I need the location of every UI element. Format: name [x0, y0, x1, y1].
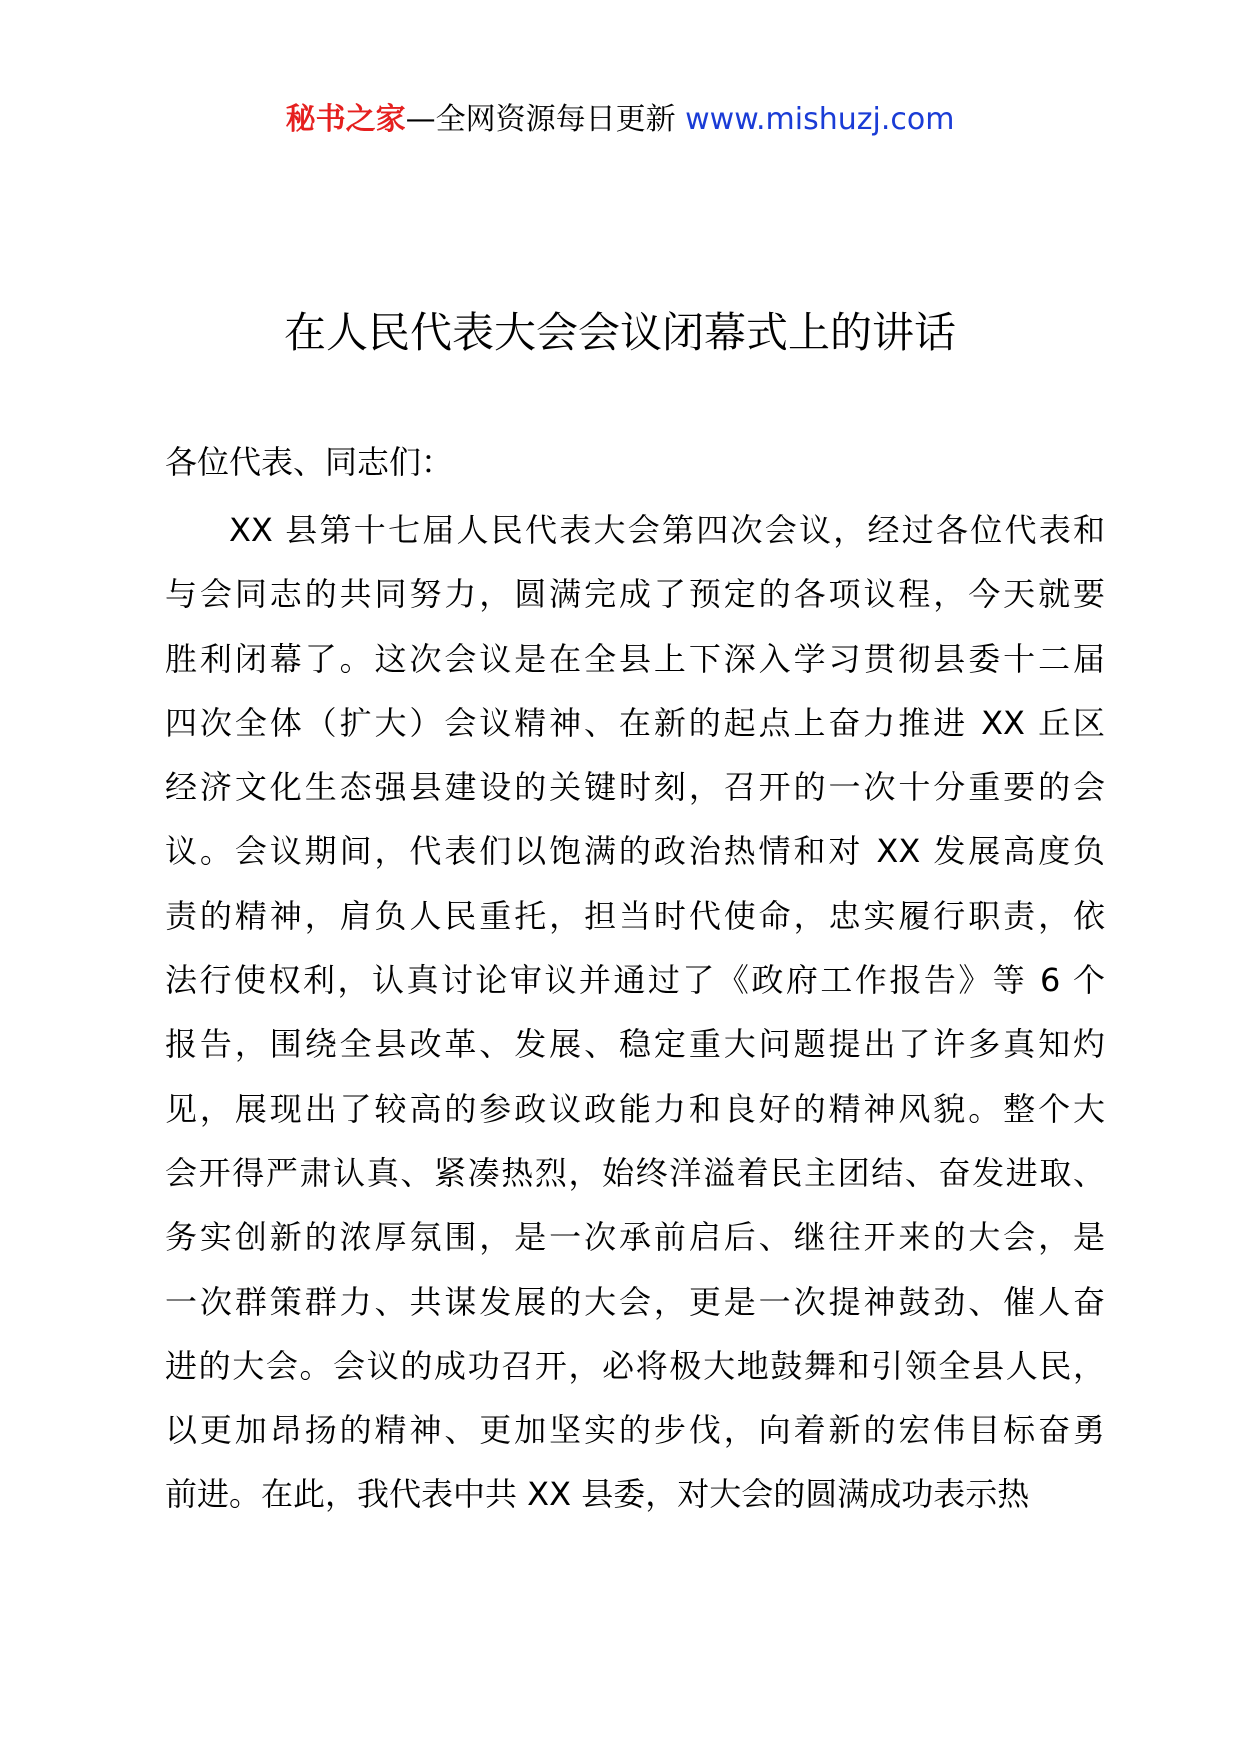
document-title: 在人民代表大会会议闭幕式上的讲话	[283, 308, 956, 357]
paragraph-line: 议。会议期间，代表们以饱满的政治热情和对 XX 发展高度负	[165, 832, 1105, 871]
paragraph-line: 见，展现出了较高的参政议政能力和良好的精神风貌。整个大	[165, 1089, 1105, 1128]
paragraph-line: 四次全体（扩大）会议精神、在新的起点上奋力推进 XX 丘区	[165, 703, 1105, 742]
site-header	[0, 100, 1240, 140]
paragraph-line: 进的大会。会议的成功召开，必将极大地鼓舞和引领全县人民，	[165, 1346, 1105, 1385]
paragraph-line: 报告，围绕全县改革、发展、稳定重大问题提出了许多真知灼	[165, 1025, 1105, 1064]
paragraph-line: 胜利闭幕了。这次会议是在全县上下深入学习贯彻县委十二届	[165, 639, 1105, 678]
site-url-link[interactable]: www.mishuzj.com	[685, 102, 955, 137]
paragraph-line: 经济文化生态强县建设的关键时刻，召开的一次十分重要的会	[165, 768, 1105, 807]
site-tagline: —全网资源每日更新	[405, 102, 676, 137]
paragraph-line: 务实创新的浓厚氛围，是一次承前启后、继往开来的大会，是	[165, 1218, 1105, 1257]
paragraph-line: 与会同志的共同努力，圆满完成了预定的各项议程，今天就要	[165, 575, 1105, 614]
paragraph-line: 以更加昂扬的精神、更加坚实的步伐，向着新的宏伟目标奋勇	[165, 1411, 1105, 1450]
paragraph-line: XX 县第十七届人民代表大会第四次会议，经过各位代表和	[229, 511, 1105, 549]
salutation: 各位代表、同志们：	[165, 443, 454, 481]
paragraph-line: 法行使权利，认真讨论审议并通过了《政府工作报告》等 6 个	[165, 961, 1105, 1000]
site-brand: 秘书之家	[285, 102, 406, 137]
body-paragraph	[165, 498, 1105, 1527]
paragraph-line: 会开得严肃认真、紧凑热烈，始终洋溢着民主团结、奋发进取、	[165, 1153, 1105, 1192]
paragraph-line: 前进。在此，我代表中共 XX 县委，对大会的圆满成功表示热	[165, 1475, 1030, 1514]
paragraph-line: 一次群策群力、共谋发展的大会，更是一次提神鼓劲、催人奋	[165, 1282, 1105, 1321]
paragraph-line: 责的精神，肩负人民重托，担当时代使命，忠实履行职责，依	[165, 896, 1105, 935]
